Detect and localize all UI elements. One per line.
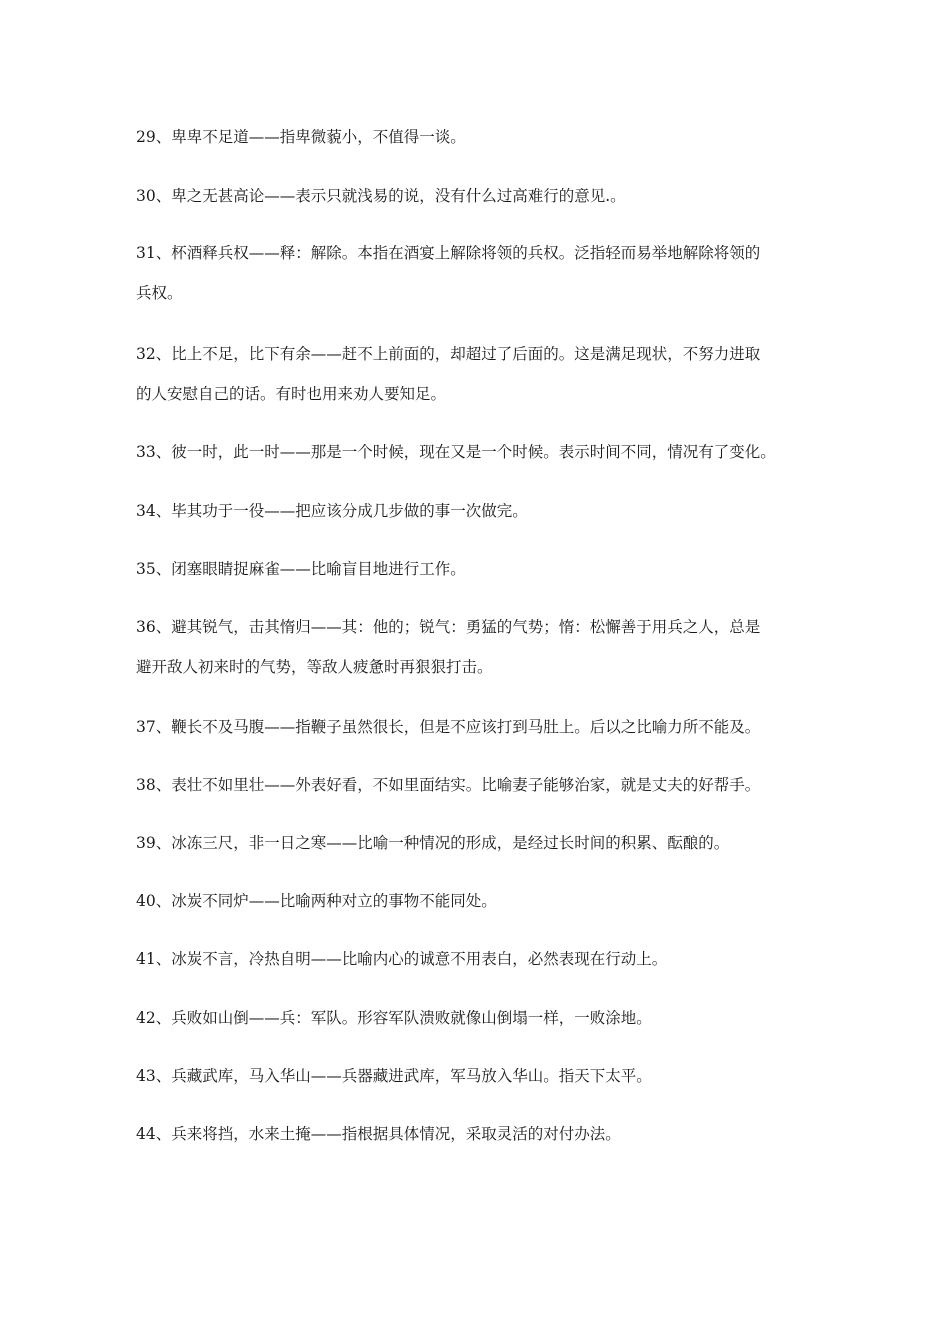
idiom-entry-37 bbox=[136, 707, 826, 747]
idiom-entry-44 bbox=[136, 1114, 826, 1154]
entry-line: 43、兵藏武库，马入华山——兵器藏进武库，军马放入华山。指天下太平。 bbox=[136, 1067, 652, 1085]
entry-line: 37、鞭长不及马腹——指鞭子虽然很长，但是不应该打到马肚上。后以之比喻力所不能及。 bbox=[136, 718, 761, 736]
entry-line: 34、毕其功于一役——把应该分成几步做的事一次做完。 bbox=[136, 502, 528, 520]
idiom-entry-35 bbox=[136, 549, 826, 589]
idiom-entry-38 bbox=[136, 765, 826, 805]
entry-line: 36、避其锐气，击其惰归——其：他的；锐气：勇猛的气势；惰：松懈善于用兵之人，总是 bbox=[136, 618, 761, 636]
idiom-entry-36 bbox=[136, 607, 826, 687]
entry-line: 的人安慰自己的话。有时也用来劝人要知足。 bbox=[136, 385, 447, 403]
entry-line: 30、卑之无甚高论——表示只就浅易的说，没有什么过高难行的意见.。 bbox=[136, 187, 626, 205]
idiom-entry-42 bbox=[136, 998, 826, 1038]
idiom-entry-41 bbox=[136, 939, 826, 979]
idiom-entry-32 bbox=[136, 334, 826, 414]
idiom-entry-30 bbox=[136, 176, 826, 216]
entry-line: 29、卑卑不足道——指卑微藐小，不值得一谈。 bbox=[136, 128, 466, 146]
entry-line: 38、表壮不如里壮——外表好看，不如里面结实。比喻妻子能够治家，就是丈夫的好帮手。 bbox=[136, 776, 761, 794]
idiom-entry-33 bbox=[136, 432, 826, 472]
entry-line: 避开敌人初来时的气势，等敌人疲惫时再狠狠打击。 bbox=[136, 658, 493, 676]
idiom-entry-34 bbox=[136, 491, 826, 531]
idiom-entry-29 bbox=[136, 117, 826, 157]
entry-line: 44、兵来将挡，水来土掩——指根据具体情况，采取灵活的对付办法。 bbox=[136, 1125, 621, 1143]
entry-line: 31、杯酒释兵权——释：解除。本指在酒宴上解除将领的兵权。泛指轻而易举地解除将领的 bbox=[136, 244, 761, 262]
idiom-entry-40 bbox=[136, 881, 826, 921]
entry-line: 兵权。 bbox=[136, 284, 183, 302]
entry-line: 35、闭塞眼睛捉麻雀——比喻盲目地进行工作。 bbox=[136, 560, 466, 578]
entry-line: 39、冰冻三尺，非一日之寒——比喻一种情况的形成，是经过长时间的积累、酝酿的。 bbox=[136, 834, 730, 852]
entry-line: 32、比上不足，比下有余——赶不上前面的，却超过了后面的。这是满足现状，不努力进取 bbox=[136, 345, 761, 363]
entry-line: 42、兵败如山倒——兵：军队。形容军队溃败就像山倒塌一样，一败涂地。 bbox=[136, 1009, 652, 1027]
idiom-entry-31 bbox=[136, 233, 826, 313]
idiom-entry-39 bbox=[136, 823, 826, 863]
entry-line: 33、彼一时，此一时——那是一个时候，现在又是一个时候。表示时间不同，情况有了变化。 bbox=[136, 443, 776, 461]
entry-line: 40、冰炭不同炉——比喻两种对立的事物不能同处。 bbox=[136, 892, 497, 910]
entry-line: 41、冰炭不言，冷热自明——比喻内心的诚意不用表白，必然表现在行动上。 bbox=[136, 950, 668, 968]
idiom-entry-43 bbox=[136, 1056, 826, 1096]
